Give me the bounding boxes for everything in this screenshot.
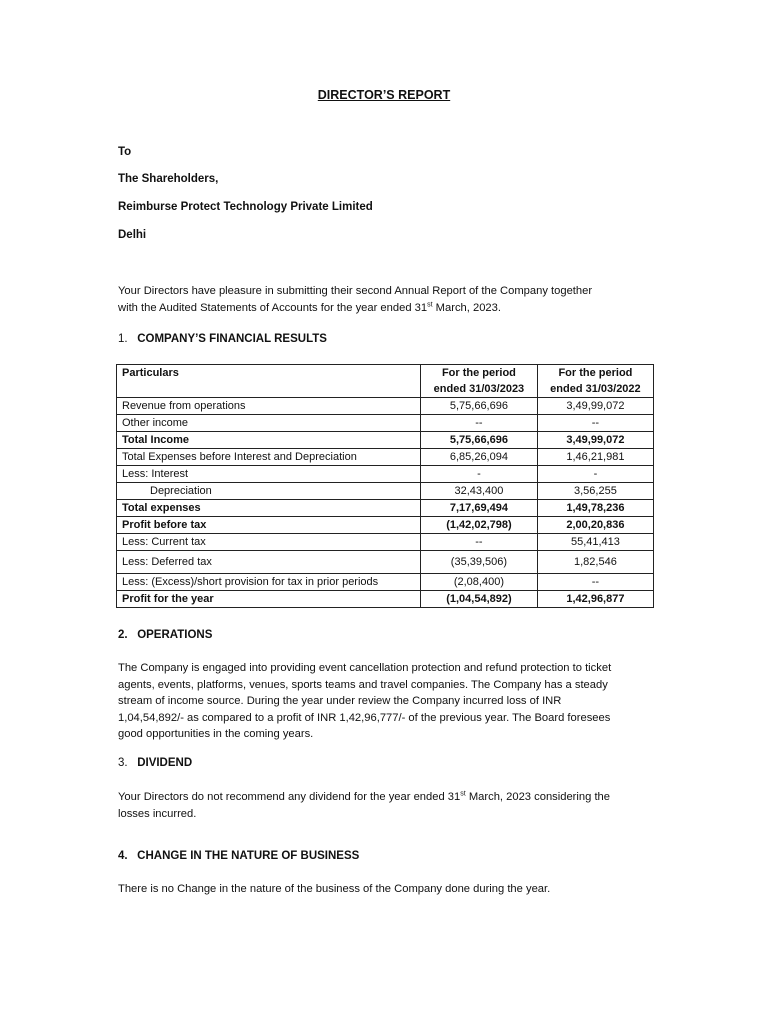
row-value-2022: 55,41,413: [537, 534, 653, 551]
row-value-2023: 5,75,66,696: [421, 432, 538, 449]
row-value-2023: 32,43,400: [421, 483, 538, 500]
table-row: [117, 574, 654, 591]
row-value-2023: (35,39,506): [421, 551, 538, 574]
address-city: Delhi: [118, 229, 147, 241]
operations-paragraph: [118, 660, 651, 743]
intro-line-2: with the Audited Statements of Accounts for the year ended 31st March, 2023.: [118, 300, 501, 314]
row-value-2023: 5,75,66,696: [421, 398, 538, 415]
intro-paragraph: [118, 283, 651, 316]
row-value-2023: -: [421, 466, 538, 483]
row-value-2022: -: [537, 466, 653, 483]
row-value-2023: 7,17,69,494: [421, 500, 538, 517]
row-value-2022: 3,49,99,072: [537, 432, 653, 449]
table-row: [117, 449, 654, 466]
section-2-heading: 2. OPERATIONS: [118, 629, 213, 641]
section-1-heading: 1. COMPANY’S FINANCIAL RESULTS: [118, 333, 327, 345]
row-label: Depreciation: [117, 483, 421, 500]
row-label: Revenue from operations: [117, 398, 421, 415]
header-particulars: Particulars: [117, 365, 421, 398]
row-value-2022: 3,49,99,072: [537, 398, 653, 415]
row-value-2023: (1,42,02,798): [421, 517, 538, 534]
row-value-2022: 3,56,255: [537, 483, 653, 500]
table-row: [117, 517, 654, 534]
table-row: [117, 466, 654, 483]
operations-line: good opportunities in the coming years.: [118, 728, 314, 740]
section-3-heading: 3. DIVIDEND: [118, 757, 193, 769]
row-label: Total Income: [117, 432, 421, 449]
address-to: To: [118, 146, 132, 158]
table-header-row: [117, 365, 654, 398]
row-value-2022: 2,00,20,836: [537, 517, 653, 534]
address-shareholders: The Shareholders,: [118, 173, 219, 185]
operations-line: The Company is engaged into providing event cancellation protection and refund protection to ticket: [118, 662, 612, 674]
operations-line: agents, events, platforms, venues, sports teams and travel companies. The Company has a steady: [118, 678, 608, 691]
row-value-2023: --: [421, 415, 538, 432]
row-label: Less: Interest: [117, 466, 421, 483]
nature-of-business-text: There is no Change in the nature of the business of the Company done during the year.: [118, 883, 551, 895]
table-row: [117, 432, 654, 449]
table-row: [117, 483, 654, 500]
row-value-2022: 1,82,546: [537, 551, 653, 574]
row-value-2023: 6,85,26,094: [421, 449, 538, 466]
address-company: Reimburse Protect Technology Private Limited: [118, 201, 373, 213]
row-label: Less: Current tax: [117, 534, 421, 551]
intro-line-1: Your Directors have pleasure in submitting their second Annual Report of the Company together: [118, 285, 593, 297]
table-row: [117, 591, 654, 608]
header-2023: For the period ended 31/03/2023: [421, 365, 538, 398]
row-label: Less: Deferred tax: [117, 551, 421, 574]
table-row: [117, 551, 654, 574]
header-2022: For the period ended 31/03/2022: [537, 365, 653, 398]
row-value-2022: --: [537, 574, 653, 591]
operations-line: stream of income source. During the year under review the Company incurred loss of INR: [118, 695, 562, 707]
row-label: Less: (Excess)/short provision for tax in prior periods: [117, 574, 421, 591]
row-value-2023: (1,04,54,892): [421, 591, 538, 608]
section-4-heading: 4. CHANGE IN THE NATURE OF BUSINESS: [118, 850, 360, 862]
dividend-line-1: Your Directors do not recommend any dividend for the year ended 31st March, 2023 considering the: [118, 790, 610, 803]
table-row: [117, 534, 654, 551]
financial-results-table: [116, 364, 654, 608]
table-row: [117, 415, 654, 432]
row-label: Total Expenses before Interest and Depreciation: [117, 449, 421, 466]
operations-line: 1,04,54,892/- as compared to a profit of INR 1,42,96,777/- of the previous year. The Board foresees: [118, 711, 611, 724]
dividend-line-2: losses incurred.: [118, 807, 197, 820]
row-value-2023: (2,08,400): [421, 574, 538, 591]
row-value-2022: 1,49,78,236: [537, 500, 653, 517]
row-label: Other income: [117, 415, 421, 432]
report-title: DIRECTOR’S REPORT: [317, 88, 451, 102]
row-value-2022: --: [537, 415, 653, 432]
row-label: Profit for the year: [117, 591, 421, 608]
row-value-2022: 1,46,21,981: [537, 449, 653, 466]
dividend-paragraph: [118, 789, 651, 822]
table-row: [117, 500, 654, 517]
table-row: [117, 398, 654, 415]
row-label: Profit before tax: [117, 517, 421, 534]
row-label: Total expenses: [117, 500, 421, 517]
row-value-2023: --: [421, 534, 538, 551]
row-value-2022: 1,42,96,877: [537, 591, 653, 608]
